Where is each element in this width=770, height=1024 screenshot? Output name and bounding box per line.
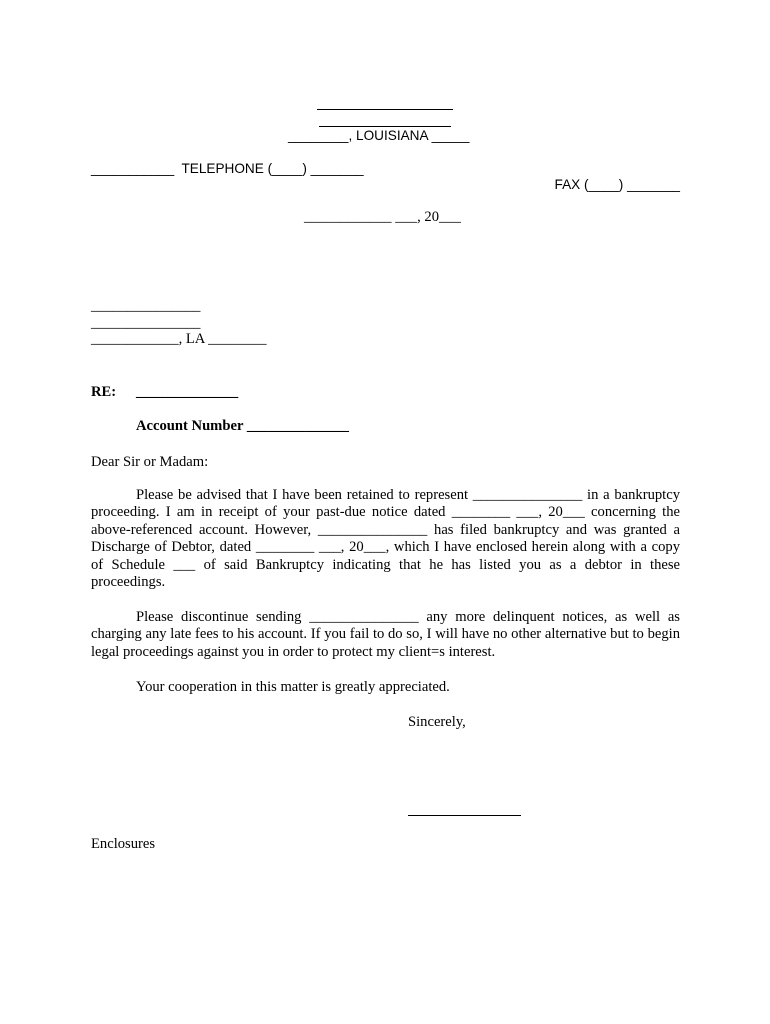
letterhead-fax: FAX (____) _______ [554, 177, 680, 192]
enclosures-note: Enclosures [91, 836, 156, 852]
recipient-line-1: _______________ [91, 298, 201, 314]
recipient-city-line: ____________, LA ________ [91, 331, 267, 347]
re-label: RE: [91, 384, 117, 400]
re-value: ______________ [136, 384, 239, 400]
signature-line [408, 815, 521, 816]
body-paragraph-1: Please be advised that I have been retained to represent _______________ in a bankruptcy proceeding. I am in receipt of your past-due notice dated ________ ___, 20___ concerning the above-referenced account. However, _______________ has filed bankruptcy and was granted a Discharge of Debtor, dated ________ ___, 20___, which I have enclosed herein along with a copy of Schedule ___ of said Bankruptcy indicating that he has listed you as a debtor in these proceedings. [91, 487, 680, 591]
recipient-line-2: _______________ [91, 315, 201, 331]
account-number-label: Account Number [136, 418, 244, 434]
account-number-value: ______________ [246, 418, 349, 434]
letterhead-telephone: ___________ TELEPHONE (____) _______ [91, 161, 364, 176]
body-paragraph-3: Your cooperation in this matter is greatly appreciated. [136, 679, 450, 695]
account-number-line [136, 418, 349, 435]
letter-date: ____________ ___, 20___ [304, 209, 461, 225]
letterhead-city-state: ________, LOUISIANA _____ [288, 128, 470, 143]
salutation: Dear Sir or Madam: [91, 454, 209, 470]
closing: Sincerely, [408, 714, 466, 730]
letterhead-name-line [317, 109, 453, 110]
body-paragraph-2: Please discontinue sending _______________ any more delinquent notices, as well as charging any late fees to his account. If you fail to do so, I will have no other alternative but to begin legal proceedings against you in order to protect my client=s interest. [91, 609, 680, 660]
